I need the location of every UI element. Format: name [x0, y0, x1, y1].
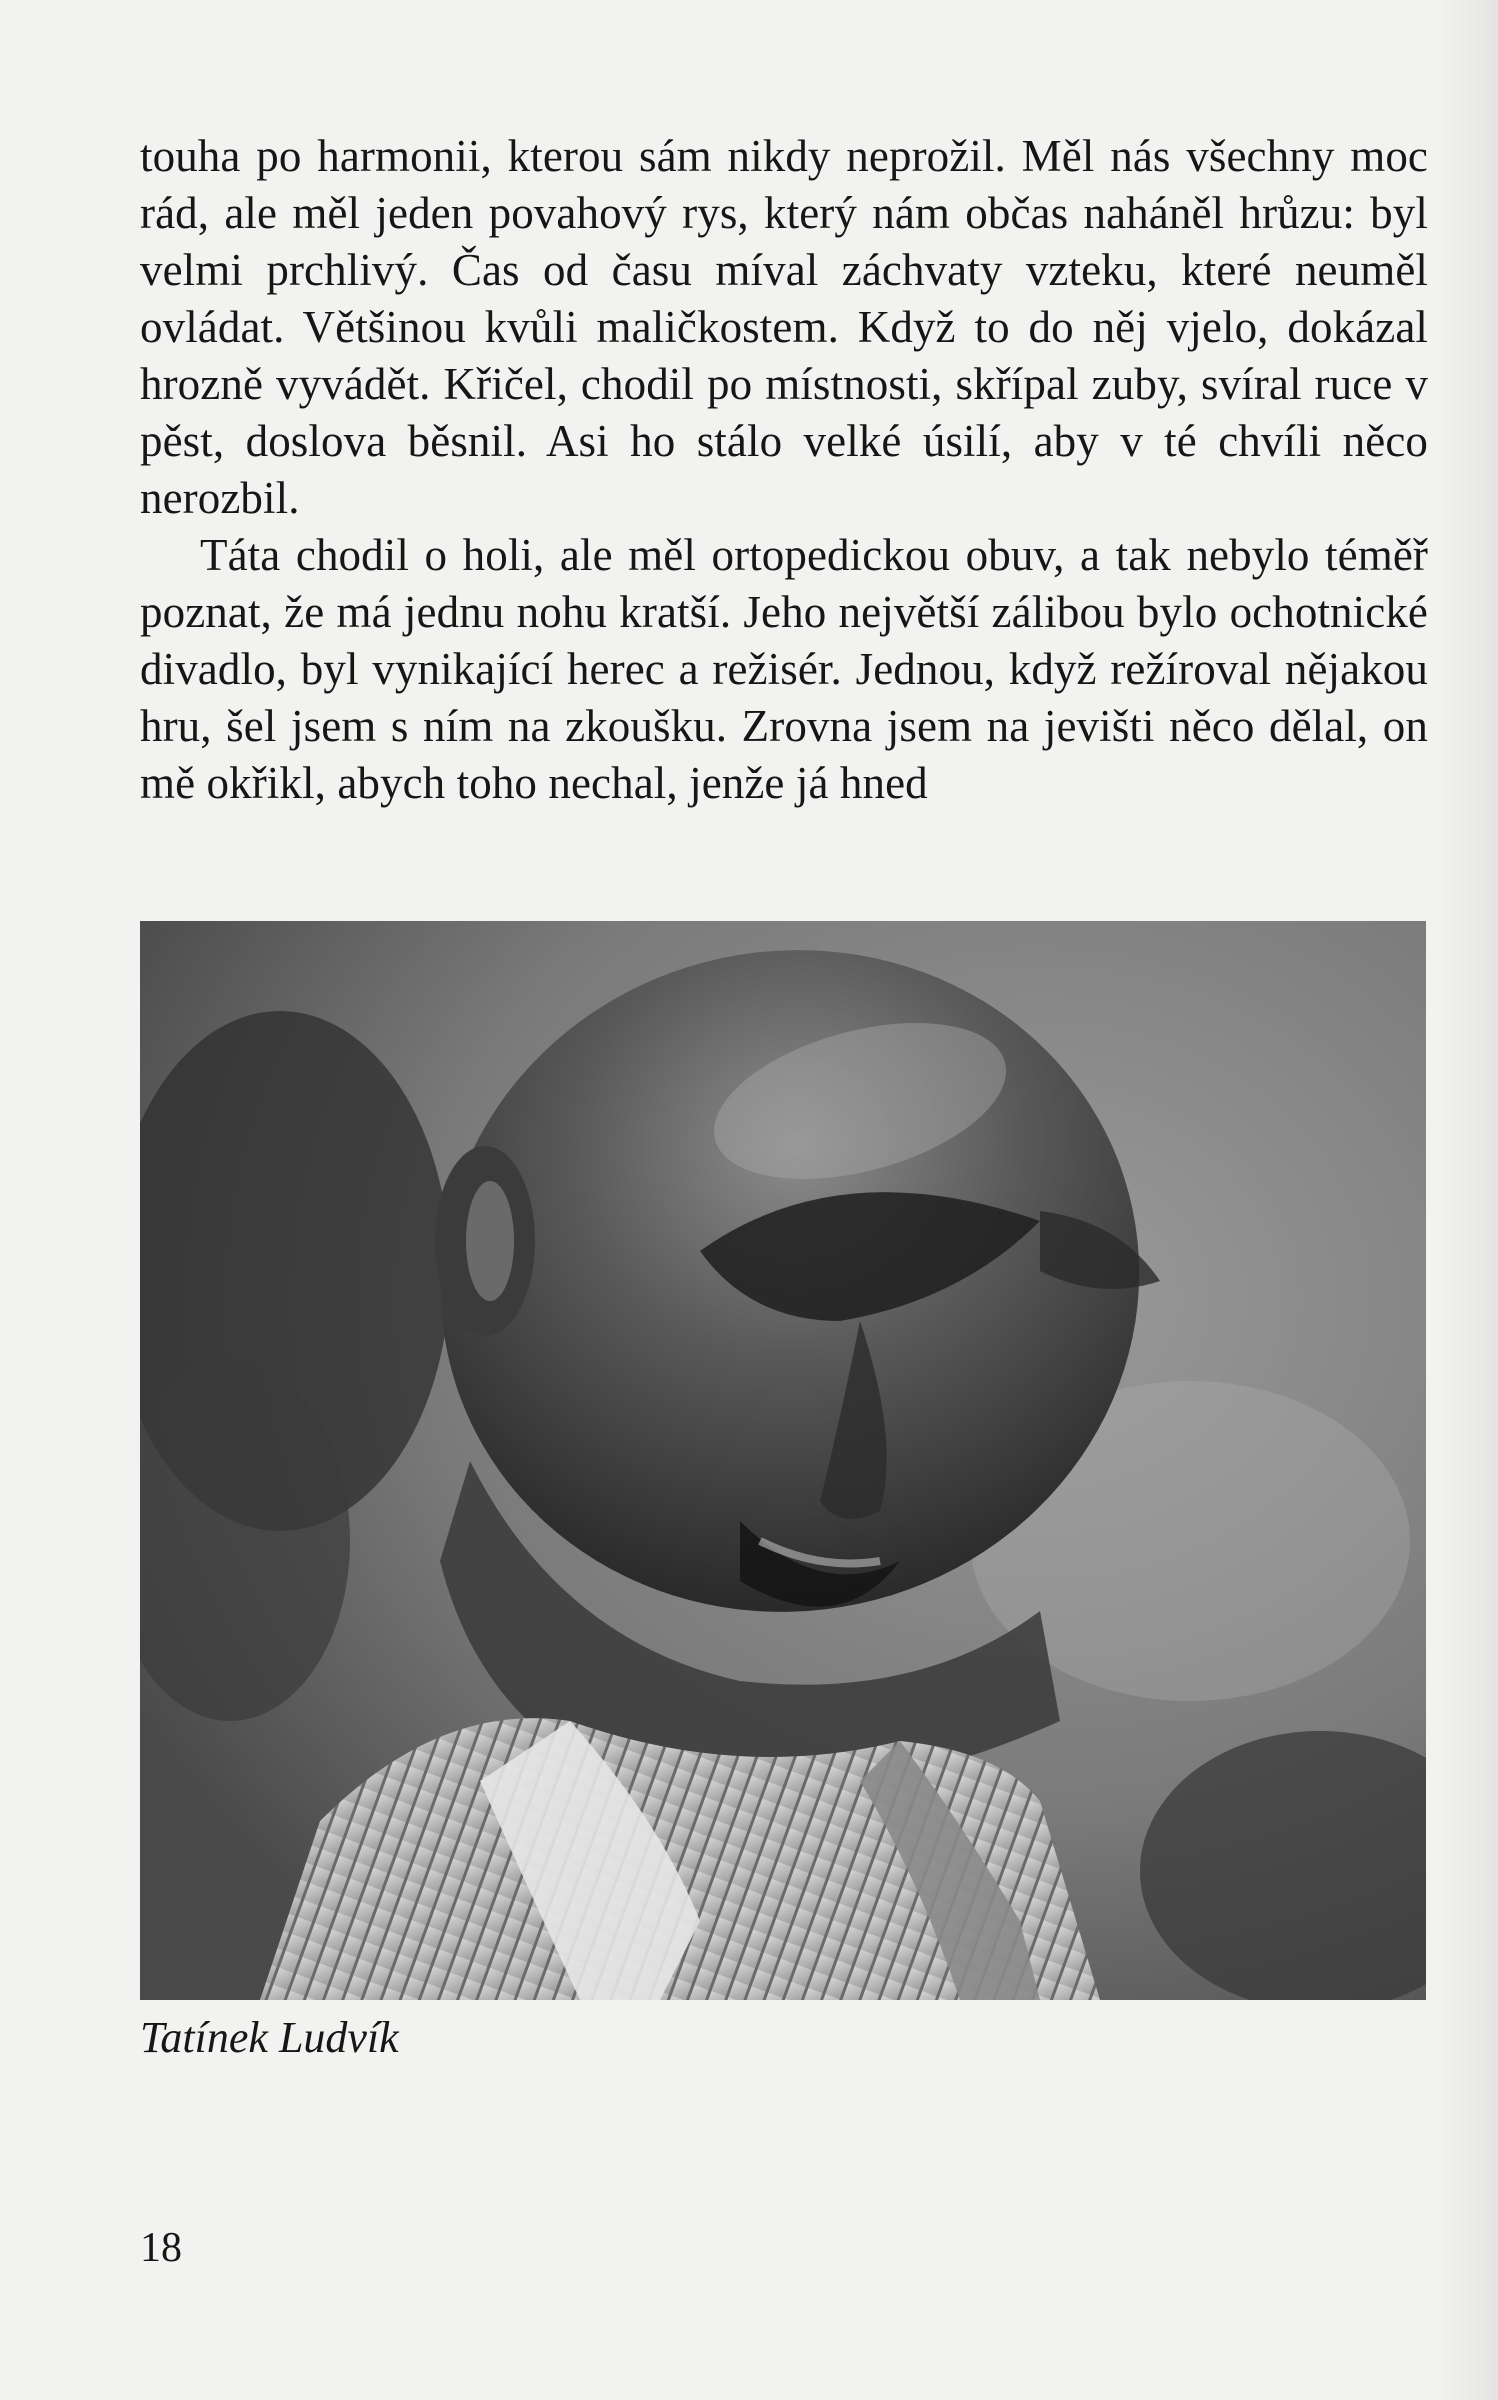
photo-caption: Tatínek Ludvík — [140, 2013, 399, 2062]
portrait-photo — [140, 921, 1426, 2000]
portrait-photo-drawing — [140, 921, 1426, 2000]
page-edge-shadow — [1438, 0, 1498, 2400]
body-text — [140, 128, 1428, 812]
page-number: 18 — [140, 2225, 182, 2271]
paragraph-1: touha po harmonii, kterou sám nikdy neprožil. Měl nás všechny moc rád, ale měl jeden povahový rys, který nám občas naháněl hrůzu: byl velmi prchlivý. Čas od času míval záchvaty vzteku, které neuměl ovládat. Většinou kvůli maličkostem. Když to do něj vjelo, dokázal hrozně vyvádět. Křičel, chodil po místnosti, skřípal zuby, svíral ruce v pěst, doslova běsnil. Asi ho stálo velké úsilí, aby v té chvíli něco nerozbil. — [140, 131, 1428, 523]
paragraph-2: Táta chodil o holi, ale měl ortopedickou obuv, a tak nebylo téměř poznat, že má jednu nohu kratší. Jeho největší zálibou bylo ochotnické divadlo, byl vynikající herec a režisér. Jednou, když režíroval nějakou hru, šel jsem s ním na zkoušku. Zrovna jsem na jevišti něco dělal, on mě okřikl, abych toho nechal, jenže já hned — [140, 530, 1428, 808]
